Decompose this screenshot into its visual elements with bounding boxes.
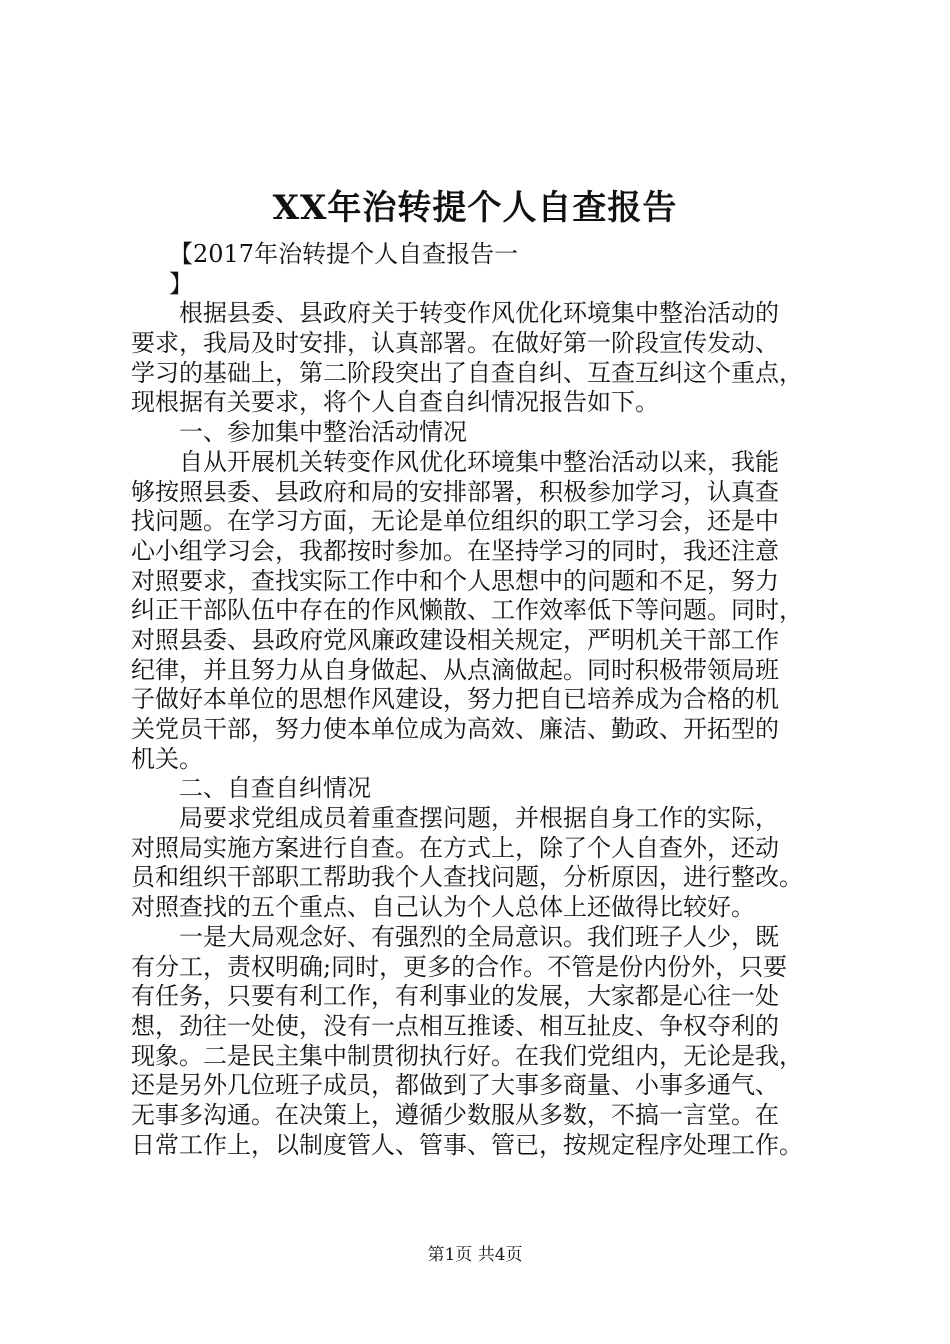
body-line: 一是大局观念好、有强烈的全局意识。我们班子人少，既: [179, 922, 779, 951]
body-line: 二、自查自纠情况: [179, 774, 371, 803]
body-line: 机关。: [131, 744, 203, 773]
body-line: 有分工，责权明确;同时，更多的合作。不管是份内份外，只要: [131, 952, 788, 981]
body-line: 局要求党组成员着重查摆问题，并根据自身工作的实际，: [179, 804, 779, 833]
body-line: 对照局实施方案进行自查。在方式上，除了个人自查外，还动: [131, 833, 779, 862]
body-line: 找问题。在学习方面，无论是单位组织的职工学习会，还是中: [131, 507, 779, 536]
body-line: 学习的基础上，第二阶段突出了自查自纠、互查互纠这个重点，: [131, 358, 803, 387]
page-footer: 第1页 共4页: [427, 1245, 523, 1265]
body-line: 员和组织干部职工帮助我个人查找问题，分析原因，进行整改。: [131, 863, 803, 892]
body-line: 心小组学习会，我都按时参加。在坚持学习的同时，我还注意: [131, 536, 779, 565]
body-line: 纠正干部队伍中存在的作风懒散、工作效率低下等问题。同时，: [131, 596, 803, 625]
body-line: 现根据有关要求，将个人自查自纠情况报告如下。: [131, 388, 659, 417]
body-line: 对照县委、县政府党风廉政建设相关规定，严明机关干部工作: [131, 625, 779, 654]
body-line: 对照要求，查找实际工作中和个人思想中的问题和不足，努力: [131, 566, 779, 595]
body-line: 现象。二是民主集中制贯彻执行好。在我们党组内，无论是我，: [131, 1041, 803, 1070]
body-line: 关党员干部，努力使本单位成为高效、廉洁、勤政、开拓型的: [131, 715, 779, 743]
body-line: 根据县委、县政府关于转变作风优化环境集中整治活动的: [179, 299, 779, 328]
document-title: XX年治转提个人自查报告: [272, 188, 678, 228]
body-line: 要求，我局及时安排，认真部署。在做好第一阶段宣传发动、: [131, 329, 779, 358]
body-line: 对照查找的五个重点、自己认为个人总体上还做得比较好。: [131, 893, 755, 922]
body-line: 一、参加集中整治活动情况: [179, 418, 467, 447]
body-line: 子做好本单位的思想作风建设，努力把自已培养成为合格的机: [131, 685, 779, 714]
body-line: 自从开展机关转变作风优化环境集中整治活动以来，我能: [179, 447, 779, 476]
subtitle-bracket-line: 】: [169, 269, 193, 298]
body-line: 还是另外几位班子成员，都做到了大事多商量、小事多通气、: [131, 1071, 779, 1100]
body-line: 无事多沟通。在决策上，遵循少数服从多数，不搞一言堂。在: [131, 1100, 779, 1129]
body-line: 纪律，并且努力从自身做起、从点滴做起。同时积极带领局班: [131, 655, 779, 684]
body-line: 够按照县委、县政府和局的安排部署，积极参加学习，认真查: [131, 477, 779, 506]
subtitle-line: 【2017年治转提个人自查报告一: [169, 240, 519, 268]
body-line: 有任务，只要有利工作，有利事业的发展，大家都是心往一处: [131, 982, 779, 1011]
body-line: 想，劲往一处使，没有一点相互推诿、相互扯皮、争权夺利的: [131, 1011, 779, 1040]
body-line: 日常工作上，以制度管人、管事、管已，按规定程序处理工作。: [131, 1130, 803, 1159]
document-body: [131, 240, 831, 1160]
